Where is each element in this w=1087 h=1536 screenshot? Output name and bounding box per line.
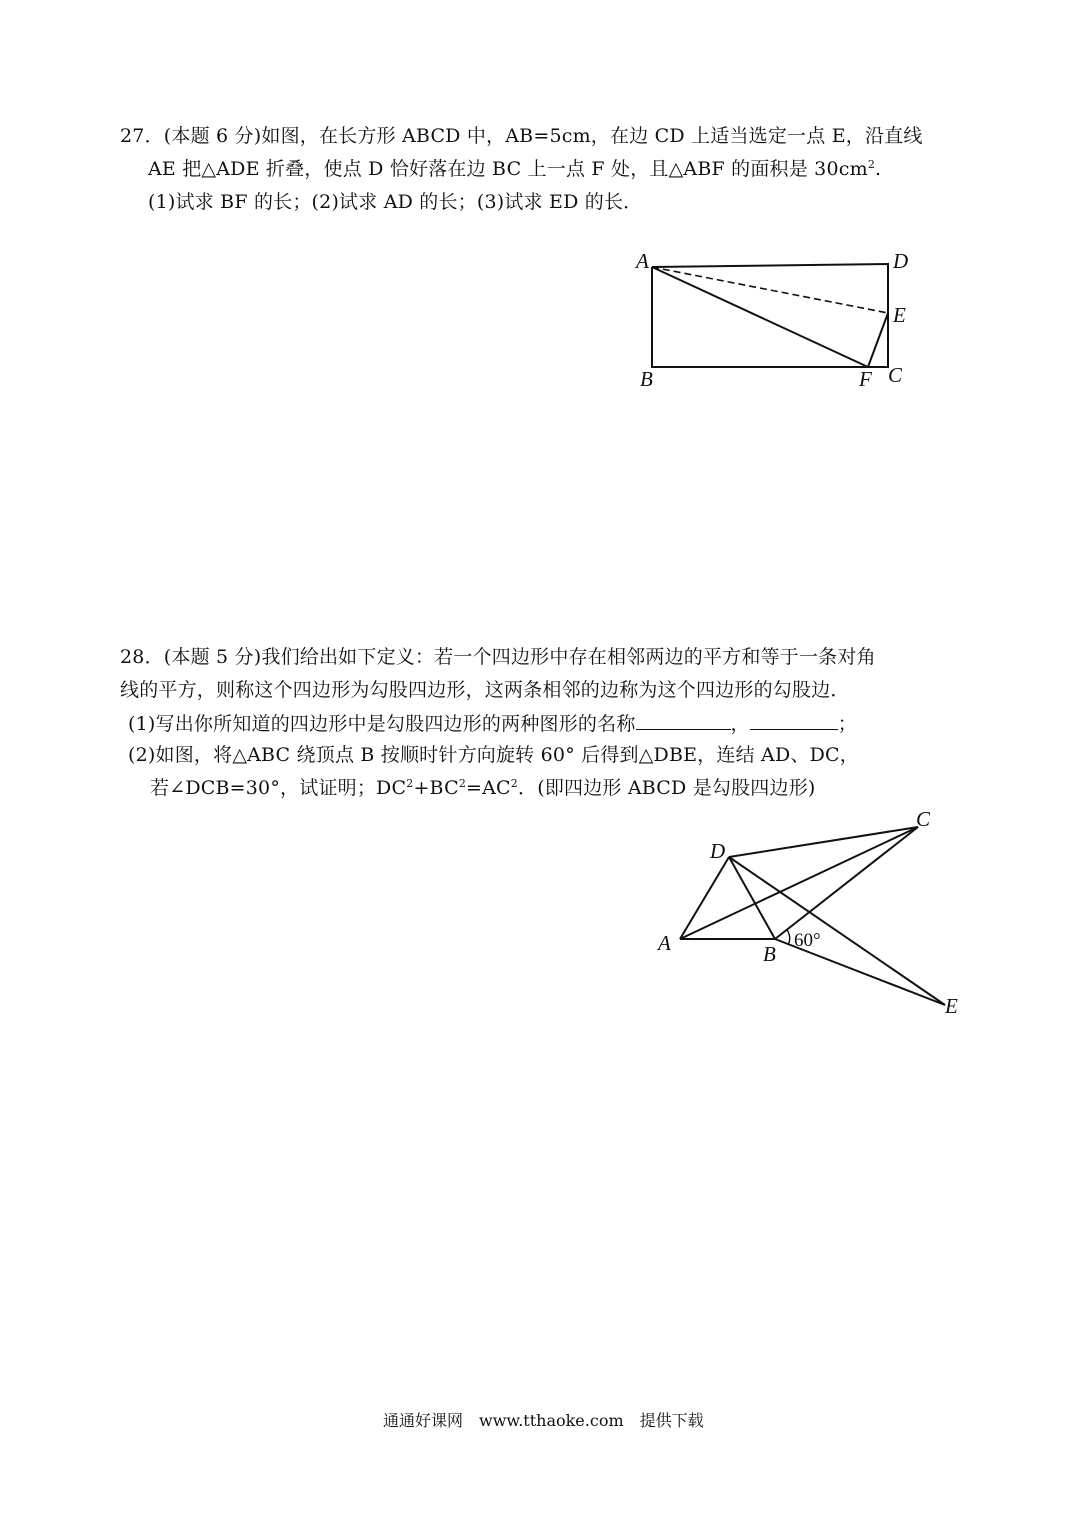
point-label-d: D xyxy=(893,249,909,273)
answer-blank-2 xyxy=(750,711,838,730)
segment-ef xyxy=(868,313,888,367)
q28-superscript-1: 2 xyxy=(406,777,414,790)
q28-line-3 xyxy=(128,711,857,736)
rectangle-abcd xyxy=(652,264,888,367)
q28-superscript-2: 2 xyxy=(458,777,467,790)
q28-superscript-3: 2 xyxy=(510,777,518,790)
segment-dc xyxy=(729,827,918,857)
q27-line-2-superscript: 2 xyxy=(867,158,876,171)
segment-ae-dashed xyxy=(652,267,888,313)
q28-line-1: 28．(本题 5 分)我们给出如下定义：若一个四边形中存在相邻两边的平方和等于一条对角 xyxy=(120,646,876,668)
q27-rectangle-figure xyxy=(630,240,920,400)
q28-rotation-figure xyxy=(650,800,970,1030)
point-label-e: E xyxy=(893,303,906,327)
q27-line-3: (1)试求 BF 的长；(2)试求 AD 的长；(3)试求 ED 的长． xyxy=(148,191,643,213)
q28-part1-separator: ， xyxy=(730,713,750,735)
q28-line-5-end: ．(即四边形 ABCD 是勾股四边形) xyxy=(518,777,816,799)
angle-label: 60° xyxy=(794,930,821,951)
q28-line-2: 线的平方，则称这个四边形为勾股四边形，这两条相邻的边称为这个四边形的勾股边． xyxy=(120,679,850,701)
point-label-e: E xyxy=(945,994,958,1018)
page-footer: 通通好课网 www.tthaoke.com 提供下载 xyxy=(383,1411,704,1430)
point-label-a: A xyxy=(636,249,649,273)
point-label-b: B xyxy=(640,367,653,391)
point-label-a: A xyxy=(658,931,671,955)
segment-bc xyxy=(775,827,918,939)
q28-line-4: (2)如图，将△ABC 绕顶点 B 按顺时针方向旋转 60° 后得到△DBE，连结 AD、DC， xyxy=(128,744,859,766)
segment-de xyxy=(729,857,945,1005)
q27-line-2-text: AE 把△ADE 折叠，使点 D 恰好落在边 BC 上一点 F 处，且△ABF 的面积是 30cm xyxy=(148,158,868,180)
point-label-f: F xyxy=(859,367,872,391)
point-label-b: B xyxy=(763,942,776,966)
q27-line-1: 27．(本题 6 分)如图，在长方形 ABCD 中，AB=5cm，在边 CD 上适当选定一点 E，沿直线 xyxy=(120,125,923,147)
q27-line-2-end: . xyxy=(875,158,882,180)
point-label-d: D xyxy=(710,839,726,863)
q27-line-2 xyxy=(148,157,881,181)
q28-line-5-text-2: +BC xyxy=(413,777,459,799)
segment-af xyxy=(652,267,868,367)
q28-line-5-text-3: =AC xyxy=(466,777,511,799)
answer-blank-1 xyxy=(636,711,731,730)
q28-part1-end: ； xyxy=(837,713,857,735)
point-label-c: C xyxy=(916,807,931,831)
q28-line-5 xyxy=(150,776,816,800)
q28-part1-text: (1)写出你所知道的四边形中是勾股四边形的两种图形的名称 xyxy=(128,713,636,735)
q28-line-5-text: 若∠DCB=30°，试证明；DC xyxy=(150,777,407,799)
point-label-c: C xyxy=(888,363,903,387)
